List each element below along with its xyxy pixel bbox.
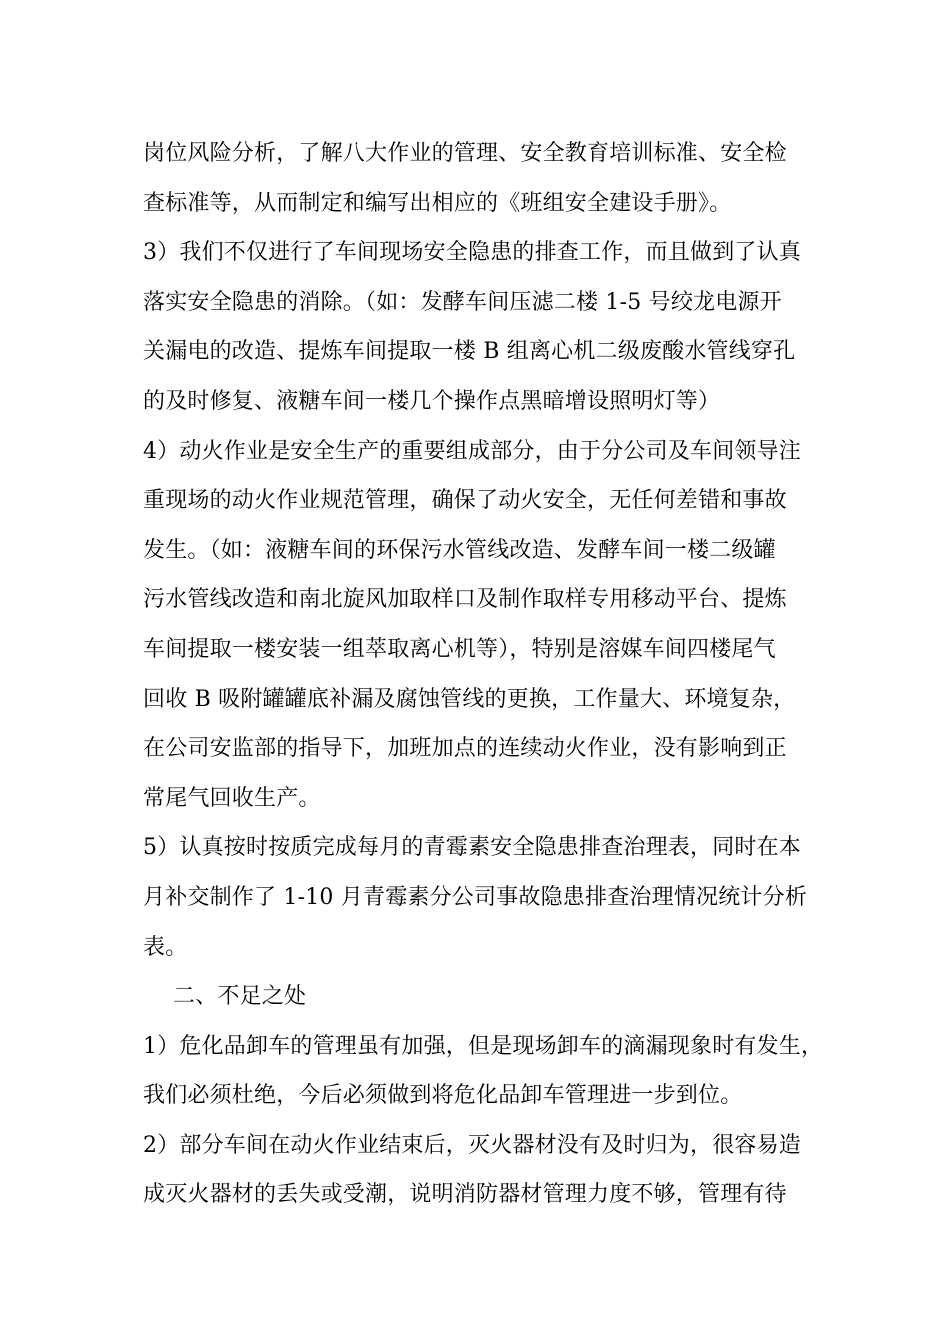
text-line: 5）认真按时按质完成每月的青霉素安全隐患排查治理表，同时在本	[143, 835, 801, 861]
text-line: 2）部分车间在动火作业结束后，灭火器材没有及时归为，很容易造	[143, 1132, 801, 1158]
text-line: 落实安全隐患的消除。（如：发酵车间压滤二楼 1-5 号绞龙电源开	[143, 289, 782, 315]
text-line: 发生。（如：液糖车间的环保污水管线改造、发酵车间一楼二级罐	[143, 537, 776, 563]
text-line: 的及时修复、液糖车间一楼几个操作点黑暗增设照明灯等）	[143, 388, 721, 414]
text-line: 关漏电的改造、提炼车间提取一楼 B 组离心机二级废酸水管线穿孔	[143, 339, 796, 365]
text-line: 污水管线改造和南北旋风加取样口及制作取样专用移动平台、提炼	[143, 587, 787, 613]
text-line: 3）我们不仅进行了车间现场安全隐患的排查工作，而且做到了认真	[143, 240, 801, 266]
body-text	[143, 129, 843, 1220]
text-line: 表。	[143, 934, 188, 960]
text-line: 1）危化品卸车的管理虽有加强，但是现场卸车的滴漏现象时有发生，	[143, 1033, 824, 1059]
text-line: 岗位风险分析，了解八大作业的管理、安全教育培训标准、安全检	[143, 141, 787, 166]
text-line: 在公司安监部的指导下，加班加点的连续动火作业，没有影响到正	[143, 736, 787, 762]
text-line: 车间提取一楼安装一组萃取离心机等），特别是溶媒车间四楼尾气	[143, 636, 776, 662]
text-line: 重现场的动火作业规范管理，确保了动火安全，无任何差错和事故	[143, 488, 787, 514]
text-line: 成灭火器材的丢失或受潮，说明消防器材管理力度不够，管理有待	[143, 1182, 787, 1208]
text-line: 常尾气回收生产。	[143, 785, 321, 811]
text-line: 月补交制作了 1-10 月青霉素分公司事故隐患排查治理情况统计分析	[143, 884, 808, 910]
text-line: 我们必须杜绝，今后必须做到将危化品卸车管理进一步到位。	[143, 1083, 743, 1109]
text-line: 4）动火作业是安全生产的重要组成部分，由于分公司及车间领导注	[143, 438, 801, 464]
section-heading: 二、不足之处	[173, 984, 307, 1010]
text-line: 回收 B 吸附罐罐底补漏及腐蚀管线的更换，工作量大、环境复杂，	[143, 686, 796, 712]
text-line: 查标准等，从而制定和编写出相应的《班组安全建设手册》。	[143, 190, 732, 216]
